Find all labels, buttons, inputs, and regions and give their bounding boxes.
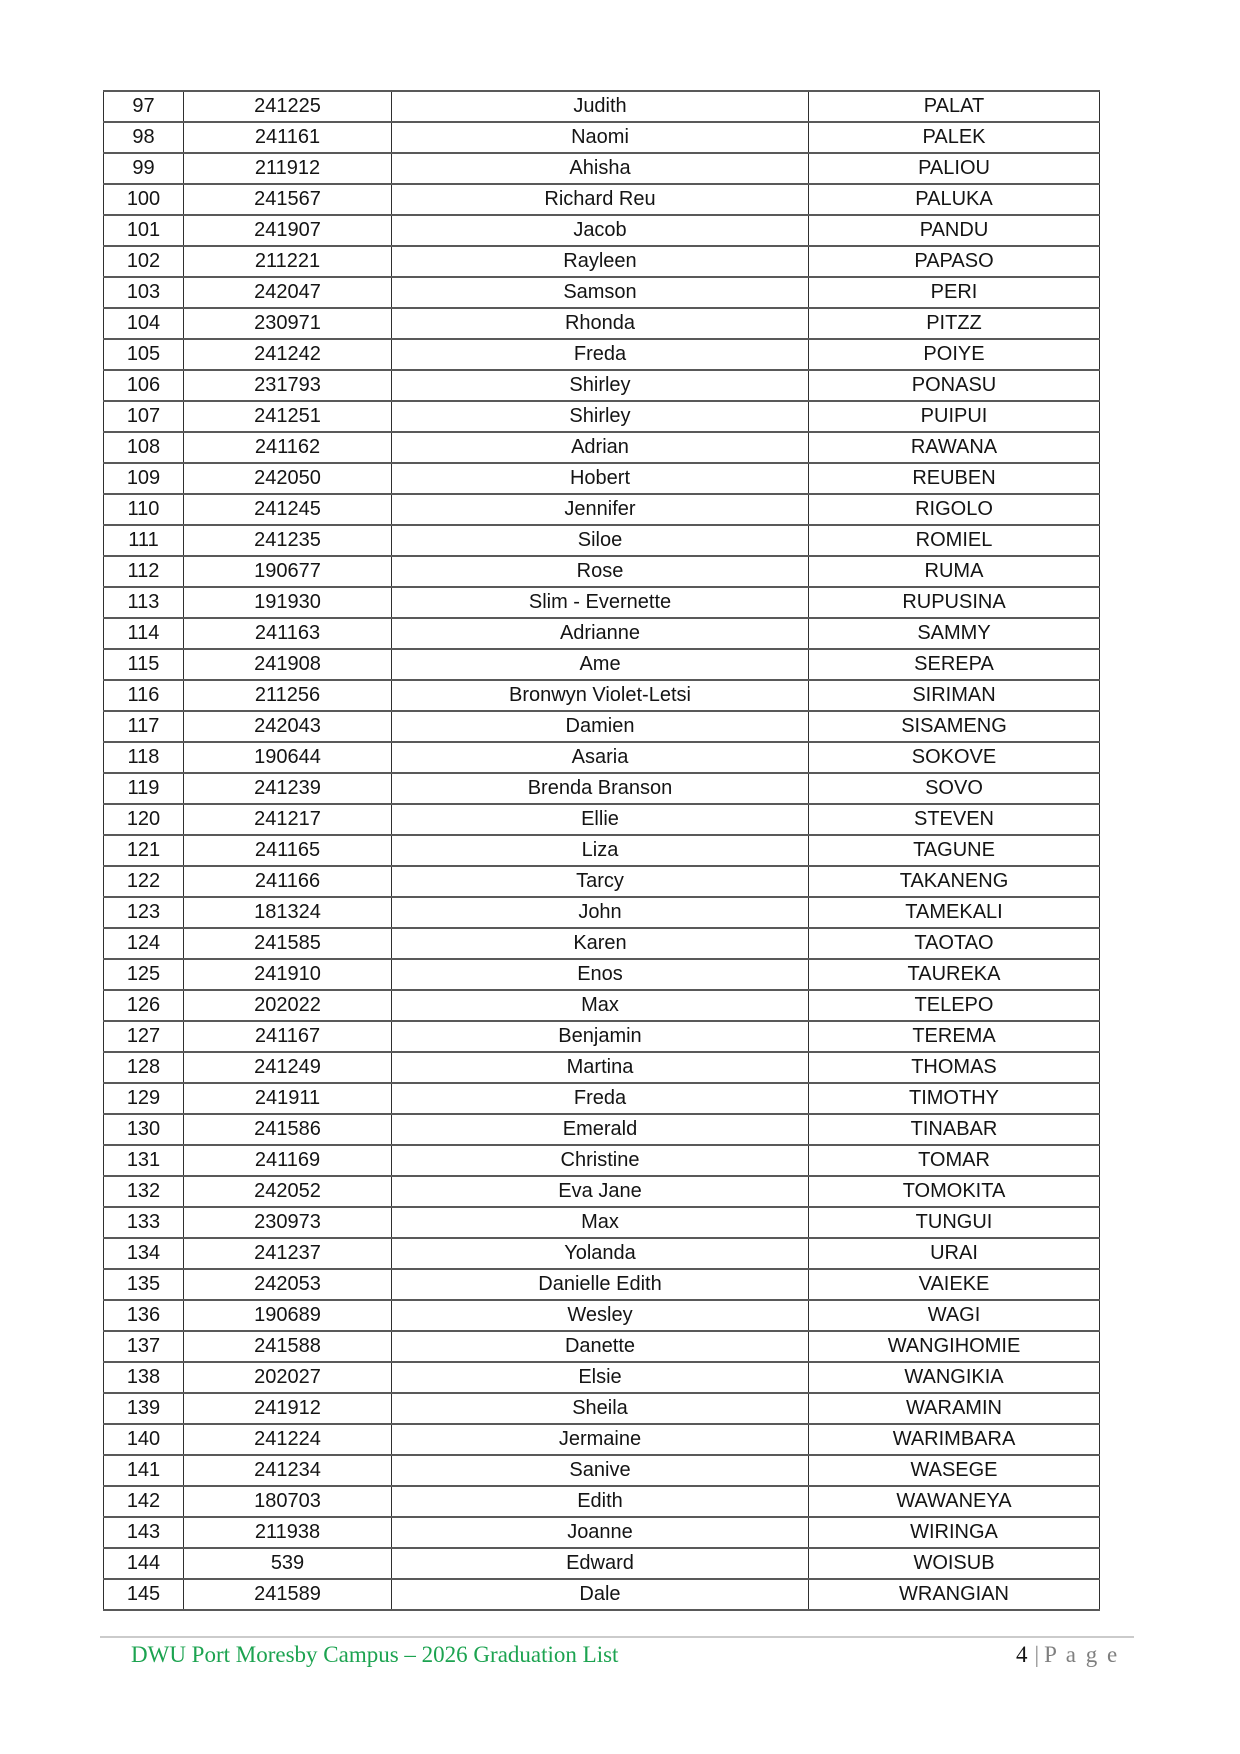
cell-student_id: 191930: [184, 587, 392, 618]
cell-student_id: 241165: [184, 835, 392, 866]
table-row: [104, 742, 1100, 773]
cell-row_number: 105: [104, 339, 184, 370]
table-row: [104, 370, 1100, 401]
table-row: [104, 339, 1100, 370]
cell-row_number: 104: [104, 308, 184, 339]
table-row: [104, 494, 1100, 525]
cell-first_name: Damien: [392, 711, 809, 742]
cell-first_name: Dale: [392, 1579, 809, 1610]
cell-first_name: Jacob: [392, 215, 809, 246]
cell-row_number: 140: [104, 1424, 184, 1455]
cell-row_number: 145: [104, 1579, 184, 1610]
cell-first_name: Ellie: [392, 804, 809, 835]
cell-student_id: 241586: [184, 1114, 392, 1145]
cell-student_id: 241588: [184, 1331, 392, 1362]
table-row: [104, 308, 1100, 339]
cell-student_id: 190689: [184, 1300, 392, 1331]
cell-first_name: Naomi: [392, 122, 809, 153]
cell-student_id: 180703: [184, 1486, 392, 1517]
cell-first_name: Adrian: [392, 432, 809, 463]
cell-first_name: Sanive: [392, 1455, 809, 1486]
cell-surname: WANGIHOMIE: [809, 1331, 1100, 1362]
table-row: [104, 649, 1100, 680]
cell-row_number: 119: [104, 773, 184, 804]
table-row: [104, 711, 1100, 742]
cell-first_name: Rose: [392, 556, 809, 587]
cell-surname: URAI: [809, 1238, 1100, 1269]
cell-surname: TUNGUI: [809, 1207, 1100, 1238]
cell-student_id: 190677: [184, 556, 392, 587]
table-row: [104, 122, 1100, 153]
cell-first_name: Richard Reu: [392, 184, 809, 215]
table-row: [104, 1176, 1100, 1207]
cell-row_number: 138: [104, 1362, 184, 1393]
cell-student_id: 202027: [184, 1362, 392, 1393]
cell-first_name: Rhonda: [392, 308, 809, 339]
cell-student_id: 241163: [184, 618, 392, 649]
cell-row_number: 99: [104, 153, 184, 184]
cell-row_number: 97: [104, 91, 184, 122]
cell-row_number: 141: [104, 1455, 184, 1486]
cell-student_id: 190644: [184, 742, 392, 773]
cell-row_number: 121: [104, 835, 184, 866]
cell-surname: PERI: [809, 277, 1100, 308]
table-row: [104, 556, 1100, 587]
cell-first_name: Enos: [392, 959, 809, 990]
cell-row_number: 123: [104, 897, 184, 928]
cell-surname: TELEPO: [809, 990, 1100, 1021]
cell-surname: TIMOTHY: [809, 1083, 1100, 1114]
cell-student_id: 241169: [184, 1145, 392, 1176]
cell-surname: SOKOVE: [809, 742, 1100, 773]
table-row: [104, 1517, 1100, 1548]
cell-surname: REUBEN: [809, 463, 1100, 494]
cell-surname: TAGUNE: [809, 835, 1100, 866]
cell-row_number: 132: [104, 1176, 184, 1207]
table-row: [104, 1455, 1100, 1486]
cell-row_number: 114: [104, 618, 184, 649]
cell-student_id: 539: [184, 1548, 392, 1579]
cell-row_number: 135: [104, 1269, 184, 1300]
cell-student_id: 241907: [184, 215, 392, 246]
cell-student_id: 231793: [184, 370, 392, 401]
table-row: [104, 401, 1100, 432]
table-row: [104, 1145, 1100, 1176]
table-row: [104, 432, 1100, 463]
cell-surname: PUIPUI: [809, 401, 1100, 432]
table-row: [104, 1579, 1100, 1610]
cell-student_id: 230971: [184, 308, 392, 339]
cell-surname: RAWANA: [809, 432, 1100, 463]
cell-surname: RUMA: [809, 556, 1100, 587]
table-row: [104, 897, 1100, 928]
cell-row_number: 107: [104, 401, 184, 432]
cell-student_id: 241249: [184, 1052, 392, 1083]
cell-student_id: 241166: [184, 866, 392, 897]
table-row: [104, 246, 1100, 277]
cell-student_id: 241251: [184, 401, 392, 432]
cell-row_number: 133: [104, 1207, 184, 1238]
cell-first_name: Adrianne: [392, 618, 809, 649]
cell-student_id: 181324: [184, 897, 392, 928]
cell-surname: PITZZ: [809, 308, 1100, 339]
table-row: [104, 773, 1100, 804]
cell-student_id: 241910: [184, 959, 392, 990]
table-row: [104, 1393, 1100, 1424]
cell-student_id: 241239: [184, 773, 392, 804]
cell-surname: ROMIEL: [809, 525, 1100, 556]
table-row: [104, 1424, 1100, 1455]
cell-surname: WASEGE: [809, 1455, 1100, 1486]
cell-surname: PALEK: [809, 122, 1100, 153]
cell-student_id: 241217: [184, 804, 392, 835]
cell-student_id: 241167: [184, 1021, 392, 1052]
cell-surname: PANDU: [809, 215, 1100, 246]
cell-row_number: 136: [104, 1300, 184, 1331]
table-row: [104, 959, 1100, 990]
cell-row_number: 137: [104, 1331, 184, 1362]
cell-row_number: 116: [104, 680, 184, 711]
table-row: [104, 277, 1100, 308]
cell-row_number: 118: [104, 742, 184, 773]
table-row: [104, 1269, 1100, 1300]
table-row: [104, 1548, 1100, 1579]
table-row: [104, 463, 1100, 494]
cell-student_id: 241162: [184, 432, 392, 463]
cell-student_id: 202022: [184, 990, 392, 1021]
cell-first_name: Joanne: [392, 1517, 809, 1548]
cell-first_name: Max: [392, 990, 809, 1021]
cell-first_name: Martina: [392, 1052, 809, 1083]
cell-surname: TAUREKA: [809, 959, 1100, 990]
cell-student_id: 241237: [184, 1238, 392, 1269]
cell-first_name: Liza: [392, 835, 809, 866]
cell-first_name: Bronwyn Violet-Letsi: [392, 680, 809, 711]
cell-row_number: 131: [104, 1145, 184, 1176]
cell-surname: WRANGIAN: [809, 1579, 1100, 1610]
cell-student_id: 242050: [184, 463, 392, 494]
cell-surname: PONASU: [809, 370, 1100, 401]
cell-surname: SEREPA: [809, 649, 1100, 680]
cell-first_name: Christine: [392, 1145, 809, 1176]
cell-first_name: Samson: [392, 277, 809, 308]
table-row: [104, 1207, 1100, 1238]
cell-student_id: 241242: [184, 339, 392, 370]
cell-row_number: 98: [104, 122, 184, 153]
cell-surname: SOVO: [809, 773, 1100, 804]
cell-student_id: 242053: [184, 1269, 392, 1300]
cell-first_name: Eva Jane: [392, 1176, 809, 1207]
table-row: [104, 618, 1100, 649]
cell-row_number: 130: [104, 1114, 184, 1145]
cell-first_name: Shirley: [392, 401, 809, 432]
cell-first_name: Yolanda: [392, 1238, 809, 1269]
cell-first_name: Slim - Evernette: [392, 587, 809, 618]
cell-first_name: Edward: [392, 1548, 809, 1579]
cell-first_name: Hobert: [392, 463, 809, 494]
table-row: [104, 587, 1100, 618]
cell-row_number: 124: [104, 928, 184, 959]
cell-surname: VAIEKE: [809, 1269, 1100, 1300]
cell-row_number: 142: [104, 1486, 184, 1517]
cell-row_number: 134: [104, 1238, 184, 1269]
graduation-list-table: [103, 90, 1100, 1611]
cell-row_number: 120: [104, 804, 184, 835]
table-row: [104, 804, 1100, 835]
cell-first_name: Jermaine: [392, 1424, 809, 1455]
cell-student_id: 241234: [184, 1455, 392, 1486]
cell-row_number: 103: [104, 277, 184, 308]
cell-student_id: 241567: [184, 184, 392, 215]
cell-first_name: Max: [392, 1207, 809, 1238]
cell-surname: WOISUB: [809, 1548, 1100, 1579]
cell-first_name: Danielle Edith: [392, 1269, 809, 1300]
cell-student_id: 242052: [184, 1176, 392, 1207]
cell-surname: WARAMIN: [809, 1393, 1100, 1424]
cell-row_number: 102: [104, 246, 184, 277]
cell-surname: TOMAR: [809, 1145, 1100, 1176]
cell-first_name: Judith: [392, 91, 809, 122]
cell-first_name: Tarcy: [392, 866, 809, 897]
cell-first_name: Siloe: [392, 525, 809, 556]
table-row: [104, 835, 1100, 866]
cell-first_name: Ame: [392, 649, 809, 680]
cell-student_id: 241235: [184, 525, 392, 556]
cell-row_number: 109: [104, 463, 184, 494]
table-row: [104, 1083, 1100, 1114]
cell-first_name: Freda: [392, 339, 809, 370]
cell-first_name: Brenda Branson: [392, 773, 809, 804]
cell-student_id: 242047: [184, 277, 392, 308]
cell-surname: PALIOU: [809, 153, 1100, 184]
cell-student_id: 241908: [184, 649, 392, 680]
cell-first_name: John: [392, 897, 809, 928]
cell-first_name: Sheila: [392, 1393, 809, 1424]
cell-surname: PALUKA: [809, 184, 1100, 215]
cell-row_number: 111: [104, 525, 184, 556]
table-row: [104, 1300, 1100, 1331]
cell-row_number: 100: [104, 184, 184, 215]
cell-row_number: 108: [104, 432, 184, 463]
cell-row_number: 129: [104, 1083, 184, 1114]
cell-surname: SAMMY: [809, 618, 1100, 649]
cell-row_number: 144: [104, 1548, 184, 1579]
cell-row_number: 106: [104, 370, 184, 401]
cell-surname: SISAMENG: [809, 711, 1100, 742]
cell-student_id: 211912: [184, 153, 392, 184]
cell-row_number: 125: [104, 959, 184, 990]
page-number: 4: [1016, 1642, 1028, 1667]
cell-surname: TAMEKALI: [809, 897, 1100, 928]
cell-first_name: Benjamin: [392, 1021, 809, 1052]
cell-first_name: Jennifer: [392, 494, 809, 525]
cell-row_number: 127: [104, 1021, 184, 1052]
table-row: [104, 91, 1100, 122]
table-row: [104, 866, 1100, 897]
cell-row_number: 122: [104, 866, 184, 897]
table-row: [104, 215, 1100, 246]
cell-first_name: Shirley: [392, 370, 809, 401]
cell-student_id: 241225: [184, 91, 392, 122]
cell-first_name: Ahisha: [392, 153, 809, 184]
cell-first_name: Edith: [392, 1486, 809, 1517]
cell-surname: RUPUSINA: [809, 587, 1100, 618]
cell-surname: WANGIKIA: [809, 1362, 1100, 1393]
cell-surname: TINABAR: [809, 1114, 1100, 1145]
cell-student_id: 242043: [184, 711, 392, 742]
cell-surname: THOMAS: [809, 1052, 1100, 1083]
cell-student_id: 211221: [184, 246, 392, 277]
cell-first_name: Elsie: [392, 1362, 809, 1393]
footer-divider-line: [100, 1636, 1134, 1638]
cell-surname: TOMOKITA: [809, 1176, 1100, 1207]
cell-row_number: 126: [104, 990, 184, 1021]
cell-row_number: 113: [104, 587, 184, 618]
cell-surname: WAWANEYA: [809, 1486, 1100, 1517]
cell-student_id: 230973: [184, 1207, 392, 1238]
cell-student_id: 211256: [184, 680, 392, 711]
table-row: [104, 1238, 1100, 1269]
cell-row_number: 101: [104, 215, 184, 246]
cell-first_name: Rayleen: [392, 246, 809, 277]
page-separator: |: [1034, 1642, 1040, 1667]
table-row: [104, 1021, 1100, 1052]
cell-surname: POIYE: [809, 339, 1100, 370]
table-row: [104, 1362, 1100, 1393]
cell-surname: STEVEN: [809, 804, 1100, 835]
table-row: [104, 928, 1100, 959]
table-row: [104, 153, 1100, 184]
cell-student_id: 241589: [184, 1579, 392, 1610]
cell-surname: WIRINGA: [809, 1517, 1100, 1548]
cell-row_number: 139: [104, 1393, 184, 1424]
table-row: [104, 184, 1100, 215]
cell-first_name: Wesley: [392, 1300, 809, 1331]
cell-surname: SIRIMAN: [809, 680, 1100, 711]
table-row: [104, 680, 1100, 711]
cell-row_number: 112: [104, 556, 184, 587]
cell-surname: PAPASO: [809, 246, 1100, 277]
cell-student_id: 241912: [184, 1393, 392, 1424]
cell-student_id: 241911: [184, 1083, 392, 1114]
cell-first_name: Freda: [392, 1083, 809, 1114]
cell-student_id: 241224: [184, 1424, 392, 1455]
cell-surname: PALAT: [809, 91, 1100, 122]
cell-first_name: Asaria: [392, 742, 809, 773]
footer-document-title: DWU Port Moresby Campus – 2026 Graduation List: [131, 1642, 619, 1667]
cell-student_id: 241245: [184, 494, 392, 525]
cell-surname: TAKANENG: [809, 866, 1100, 897]
cell-first_name: Emerald: [392, 1114, 809, 1145]
cell-first_name: Danette: [392, 1331, 809, 1362]
cell-student_id: 241585: [184, 928, 392, 959]
table-row: [104, 1486, 1100, 1517]
cell-surname: WARIMBARA: [809, 1424, 1100, 1455]
cell-surname: TEREMA: [809, 1021, 1100, 1052]
page-word: P a g e: [1044, 1642, 1120, 1667]
cell-surname: TAOTAO: [809, 928, 1100, 959]
footer-page-indicator: [1016, 1642, 1119, 1668]
cell-row_number: 143: [104, 1517, 184, 1548]
cell-row_number: 117: [104, 711, 184, 742]
cell-row_number: 110: [104, 494, 184, 525]
cell-student_id: 241161: [184, 122, 392, 153]
table-row: [104, 1114, 1100, 1145]
cell-surname: RIGOLO: [809, 494, 1100, 525]
table-row: [104, 525, 1100, 556]
cell-surname: WAGI: [809, 1300, 1100, 1331]
cell-student_id: 211938: [184, 1517, 392, 1548]
table-row: [104, 1331, 1100, 1362]
cell-first_name: Karen: [392, 928, 809, 959]
table-row: [104, 990, 1100, 1021]
cell-row_number: 128: [104, 1052, 184, 1083]
cell-row_number: 115: [104, 649, 184, 680]
table-row: [104, 1052, 1100, 1083]
